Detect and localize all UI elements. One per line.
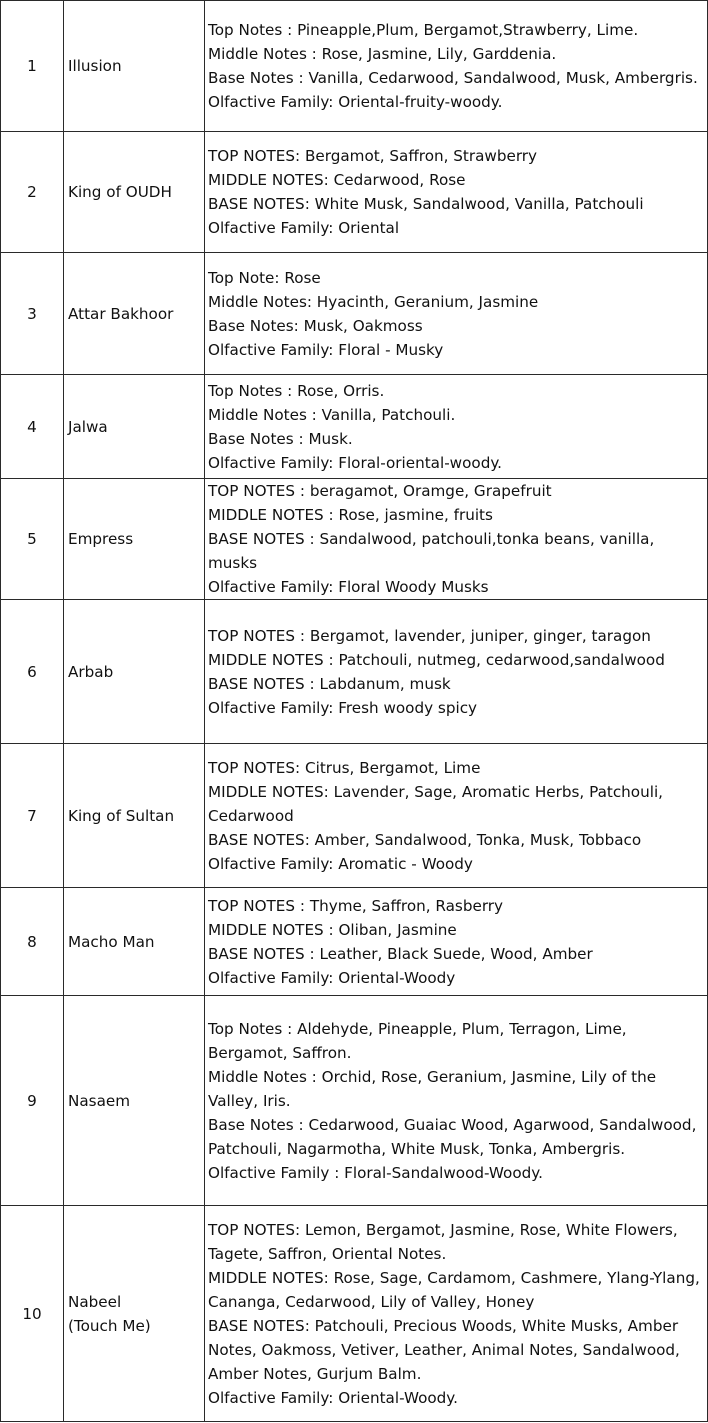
top-notes: TOP NOTES: Citrus, Bergamot, Lime xyxy=(208,758,481,777)
base-notes: BASE NOTES : Labdanum, musk xyxy=(208,674,451,693)
row-number: 4 xyxy=(1,375,64,479)
middle-notes: MIDDLE NOTES: Cedarwood, Rose xyxy=(208,171,466,189)
top-notes: Top Notes : Pineapple,Plum, Bergamot,Strawberry, Lime. xyxy=(208,21,639,39)
row-number: 3 xyxy=(1,253,64,375)
row-number: 6 xyxy=(1,600,64,744)
table-row xyxy=(1,888,708,996)
notes-cell xyxy=(205,1206,708,1422)
middle-notes: MIDDLE NOTES : Rose, jasmine, fruits xyxy=(208,506,493,524)
notes-cell xyxy=(205,744,708,888)
base-notes: BASE NOTES: Patchouli, Precious Woods, White Musks, Amber Notes, Oakmoss, Vetiver, Leather, Animal Notes, Sandalwood, Amber Notes, Gurjum Balm. xyxy=(208,1316,680,1383)
table-row xyxy=(1,375,708,479)
base-notes: BASE NOTES: White Musk, Sandalwood, Vanilla, Patchouli xyxy=(208,195,644,213)
row-number: 10 xyxy=(1,1206,64,1422)
table-body xyxy=(1,1,708,1422)
notes-cell xyxy=(205,479,708,600)
row-number: 7 xyxy=(1,744,64,888)
olfactive-family: Olfactive Family: Floral-oriental-woody. xyxy=(208,453,502,472)
table-row xyxy=(1,996,708,1206)
perfume-name: Macho Man xyxy=(64,888,205,996)
middle-notes: Middle Notes : Orchid, Rose, Geranium, Jasmine, Lily of the Valley, Iris. xyxy=(208,1067,657,1110)
middle-notes: Middle Notes : Vanilla, Patchouli. xyxy=(208,405,456,424)
notes-cell xyxy=(205,888,708,996)
middle-notes: MIDDLE NOTES: Rose, Sage, Cardamom, Cashmere, Ylang-Ylang, Cananga, Cedarwood, Lily of Valley, Honey xyxy=(208,1268,700,1311)
perfume-name: Jalwa xyxy=(64,375,205,479)
base-notes: BASE NOTES: Amber, Sandalwood, Tonka, Musk, Tobbaco xyxy=(208,830,642,849)
row-number: 9 xyxy=(1,996,64,1206)
middle-notes: MIDDLE NOTES : Oliban, Jasmine xyxy=(208,920,457,939)
base-notes: Base Notes : Cedarwood, Guaiac Wood, Agarwood, Sandalwood, Patchouli, Nagarmotha, White Musk, Tonka, Ambergris. xyxy=(208,1115,697,1158)
notes-cell xyxy=(205,375,708,479)
row-number: 5 xyxy=(1,479,64,600)
olfactive-family: Olfactive Family: Fresh woody spicy xyxy=(208,698,478,717)
notes-cell xyxy=(205,1,708,132)
olfactive-family: Olfactive Family: Aromatic - Woody xyxy=(208,854,473,873)
row-number: 1 xyxy=(1,1,64,132)
row-number: 2 xyxy=(1,132,64,253)
perfume-name: Attar Bakhoor xyxy=(64,253,205,375)
top-notes: TOP NOTES : Thyme, Saffron, Rasberry xyxy=(208,896,504,915)
middle-notes: MIDDLE NOTES : Patchouli, nutmeg, cedarwood,sandalwood xyxy=(208,650,665,669)
top-notes: TOP NOTES : beragamot, Oramge, Grapefruit xyxy=(208,482,552,500)
perfume-name: King of Sultan xyxy=(64,744,205,888)
olfactive-family: Olfactive Family : Floral-Sandalwood-Woody. xyxy=(208,1163,543,1182)
perfume-name: Illusion xyxy=(64,1,205,132)
base-notes: BASE NOTES : Sandalwood, patchouli,tonka beans, vanilla, musks xyxy=(208,530,655,572)
top-notes: TOP NOTES : Bergamot, lavender, juniper, ginger, taragon xyxy=(208,626,651,645)
olfactive-family: Olfactive Family: Oriental-Woody xyxy=(208,968,456,987)
perfume-name: Nabeel (Touch Me) xyxy=(64,1206,205,1422)
table-row xyxy=(1,132,708,253)
middle-notes: Middle Notes: Hyacinth, Geranium, Jasmine xyxy=(208,292,539,311)
base-notes: BASE NOTES : Leather, Black Suede, Wood, Amber xyxy=(208,944,593,963)
olfactive-family: Olfactive Family: Oriental xyxy=(208,219,400,237)
perfume-name: King of OUDH xyxy=(64,132,205,253)
top-notes: TOP NOTES: Bergamot, Saffron, Strawberry xyxy=(208,147,538,165)
table-row xyxy=(1,1,708,132)
base-notes: Base Notes: Musk, Oakmoss xyxy=(208,316,423,335)
top-notes: Top Notes : Aldehyde, Pineapple, Plum, Terragon, Lime, Bergamot, Saffron. xyxy=(208,1019,627,1062)
top-notes: TOP NOTES: Lemon, Bergamot, Jasmine, Rose, White Flowers, Tagete, Saffron, Oriental Notes. xyxy=(208,1220,678,1263)
table-row xyxy=(1,253,708,375)
olfactive-family: Olfactive Family: Floral Woody Musks xyxy=(208,578,489,596)
olfactive-family: Olfactive Family: Oriental-Woody. xyxy=(208,1388,458,1407)
perfume-name: Arbab xyxy=(64,600,205,744)
table-row xyxy=(1,744,708,888)
olfactive-family: Olfactive Family: Oriental-fruity-woody. xyxy=(208,93,503,111)
notes-cell xyxy=(205,600,708,744)
perfume-name: Nasaem xyxy=(64,996,205,1206)
notes-cell xyxy=(205,132,708,253)
table-row xyxy=(1,479,708,600)
perfume-name: Empress xyxy=(64,479,205,600)
base-notes: Base Notes : Vanilla, Cedarwood, Sandalwood, Musk, Ambergris. xyxy=(208,69,698,87)
notes-cell xyxy=(205,253,708,375)
table-row xyxy=(1,600,708,744)
row-number: 8 xyxy=(1,888,64,996)
middle-notes: MIDDLE NOTES: Lavender, Sage, Aromatic Herbs, Patchouli, Cedarwood xyxy=(208,782,663,825)
base-notes: Base Notes : Musk. xyxy=(208,429,353,448)
top-notes: Top Note: Rose xyxy=(208,268,321,287)
table-row xyxy=(1,1206,708,1422)
middle-notes: Middle Notes : Rose, Jasmine, Lily, Garddenia. xyxy=(208,45,557,63)
top-notes: Top Notes : Rose, Orris. xyxy=(208,381,385,400)
olfactive-family: Olfactive Family: Floral - Musky xyxy=(208,340,444,359)
notes-cell xyxy=(205,996,708,1206)
